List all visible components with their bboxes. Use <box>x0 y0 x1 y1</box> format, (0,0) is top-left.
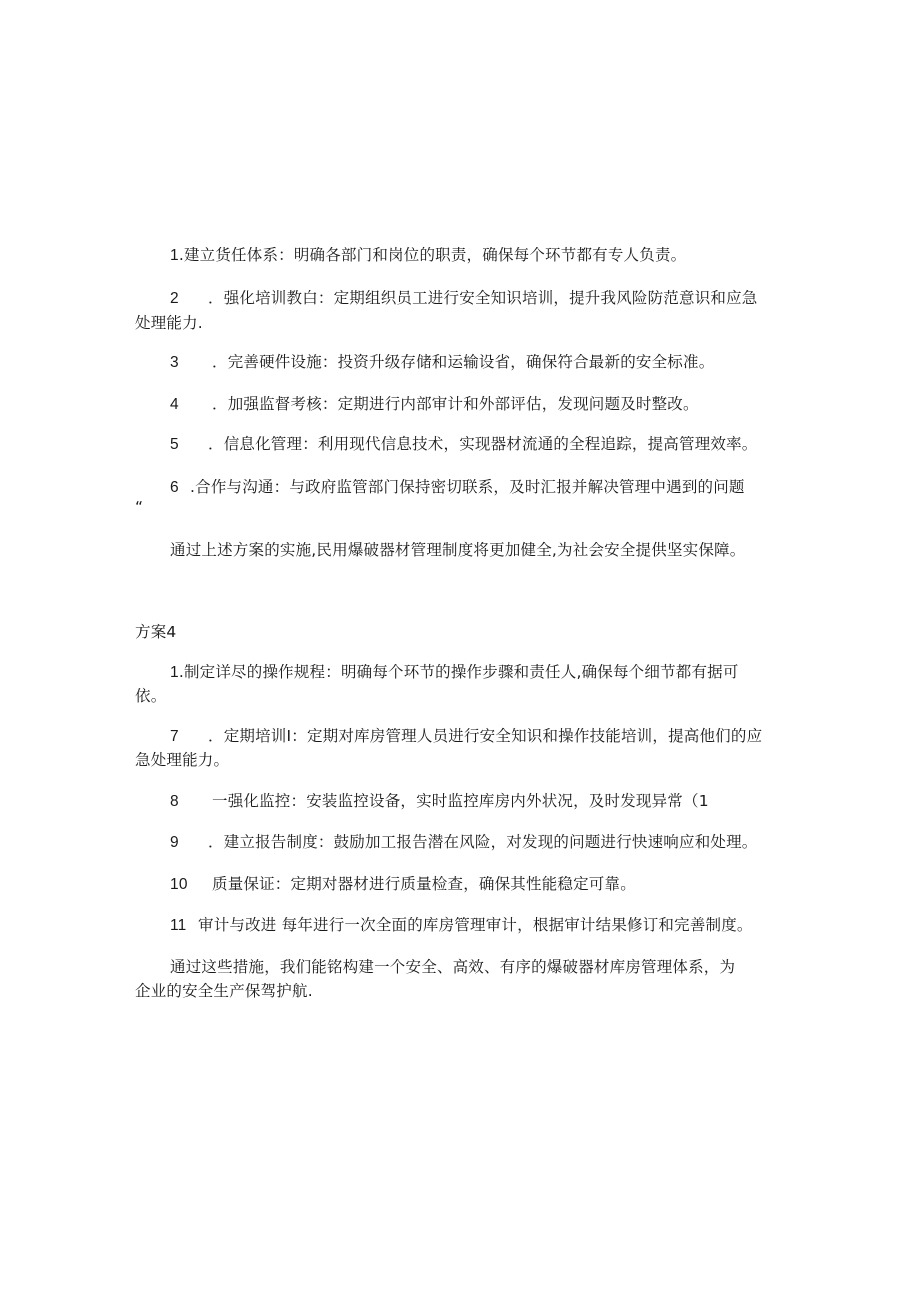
list-item <box>170 874 830 895</box>
item-text: 一强化监控：安装监控设备，实时监控库房内外状况，及时发现异常（1 <box>212 792 709 810</box>
item-number: 11 <box>170 917 187 934</box>
list-item-continuation: 急处理能力。 <box>135 751 230 769</box>
item-number: 7 <box>170 728 179 745</box>
list-item <box>170 832 830 853</box>
item-text: ．信息化管理：利用现代信息技术，实现器材流通的全程追踪，提高管理效率。 <box>208 435 758 453</box>
item-text: .制定详尽的操作规程：明确每个环节的操作步骤和责任人,确保每个细节都有据可 <box>178 663 739 681</box>
item-number: 6 <box>170 479 179 496</box>
list-item <box>170 434 830 455</box>
conclusion-paragraph: 通过上述方案的实施,民用爆破器材管理制度将更加健全,为社会安全提供坚实保障。 <box>170 541 746 559</box>
item-text: .建立货任体系：明确各部门和岗位的职责，确保每个环节都有专人负责。 <box>178 246 687 264</box>
list-item <box>170 477 830 498</box>
list-item <box>170 791 830 812</box>
list-item <box>170 726 830 747</box>
item-number: 5 <box>170 436 179 453</box>
item-number: 4 <box>170 396 179 413</box>
item-text: ．建立报告制度：鼓励加工报告潜在风险，对发现的问题进行快速响应和处理。 <box>208 833 758 851</box>
list-item <box>170 394 830 415</box>
item-text: ．定期培训I：定期对库房管理人员进行安全知识和操作技能培训，提高他们的应 <box>208 727 763 745</box>
list-item <box>170 662 830 683</box>
item-number: 9 <box>170 834 179 851</box>
item-number: 10 <box>170 876 188 893</box>
conclusion-paragraph: 通过这些措施，我们能铭构建一个安全、高效、有序的爆破器材库房管理体系，为 <box>170 958 736 976</box>
item-number: 1 <box>170 247 179 264</box>
list-item-continuation: 依。 <box>135 687 167 705</box>
list-item <box>170 288 830 309</box>
list-item <box>170 245 830 266</box>
list-item <box>170 915 830 936</box>
item-number: 8 <box>170 793 179 810</box>
item-text: ．完善硬件设施：投资升级存储和运输设省，确保符合最新的安全标准。 <box>212 353 715 371</box>
conclusion-paragraph-continuation: 企业的安全生产保驾护航. <box>135 982 313 1000</box>
list-item <box>170 352 830 373</box>
item-number: 2 <box>170 290 179 307</box>
list-item-continuation: 处理能力. <box>135 314 203 332</box>
item-number: 1 <box>170 664 179 681</box>
item-text: .合作与沟通：与政府监管部门保持密切联系，及时汇报并解决管理中遇到的问题 <box>190 478 745 496</box>
item-text: ．加强监督考核：定期进行内部审计和外部评估，发现问题及时整改。 <box>212 395 699 413</box>
list-item-continuation: “ <box>135 498 144 516</box>
section-heading: 方案4 <box>135 623 177 641</box>
item-number: 3 <box>170 354 179 371</box>
item-text: 质量保证：定期对器材进行质量检查，确保其性能稳定可靠。 <box>212 875 636 893</box>
item-text: 审计与改进 每年进行一次全面的库房管理审计，根据审计结果修订和完善制度。 <box>198 916 753 934</box>
item-text: ．强化培训教白：定期组织员工进行安全知识培训，提升我风险防范意识和应急 <box>208 289 758 307</box>
